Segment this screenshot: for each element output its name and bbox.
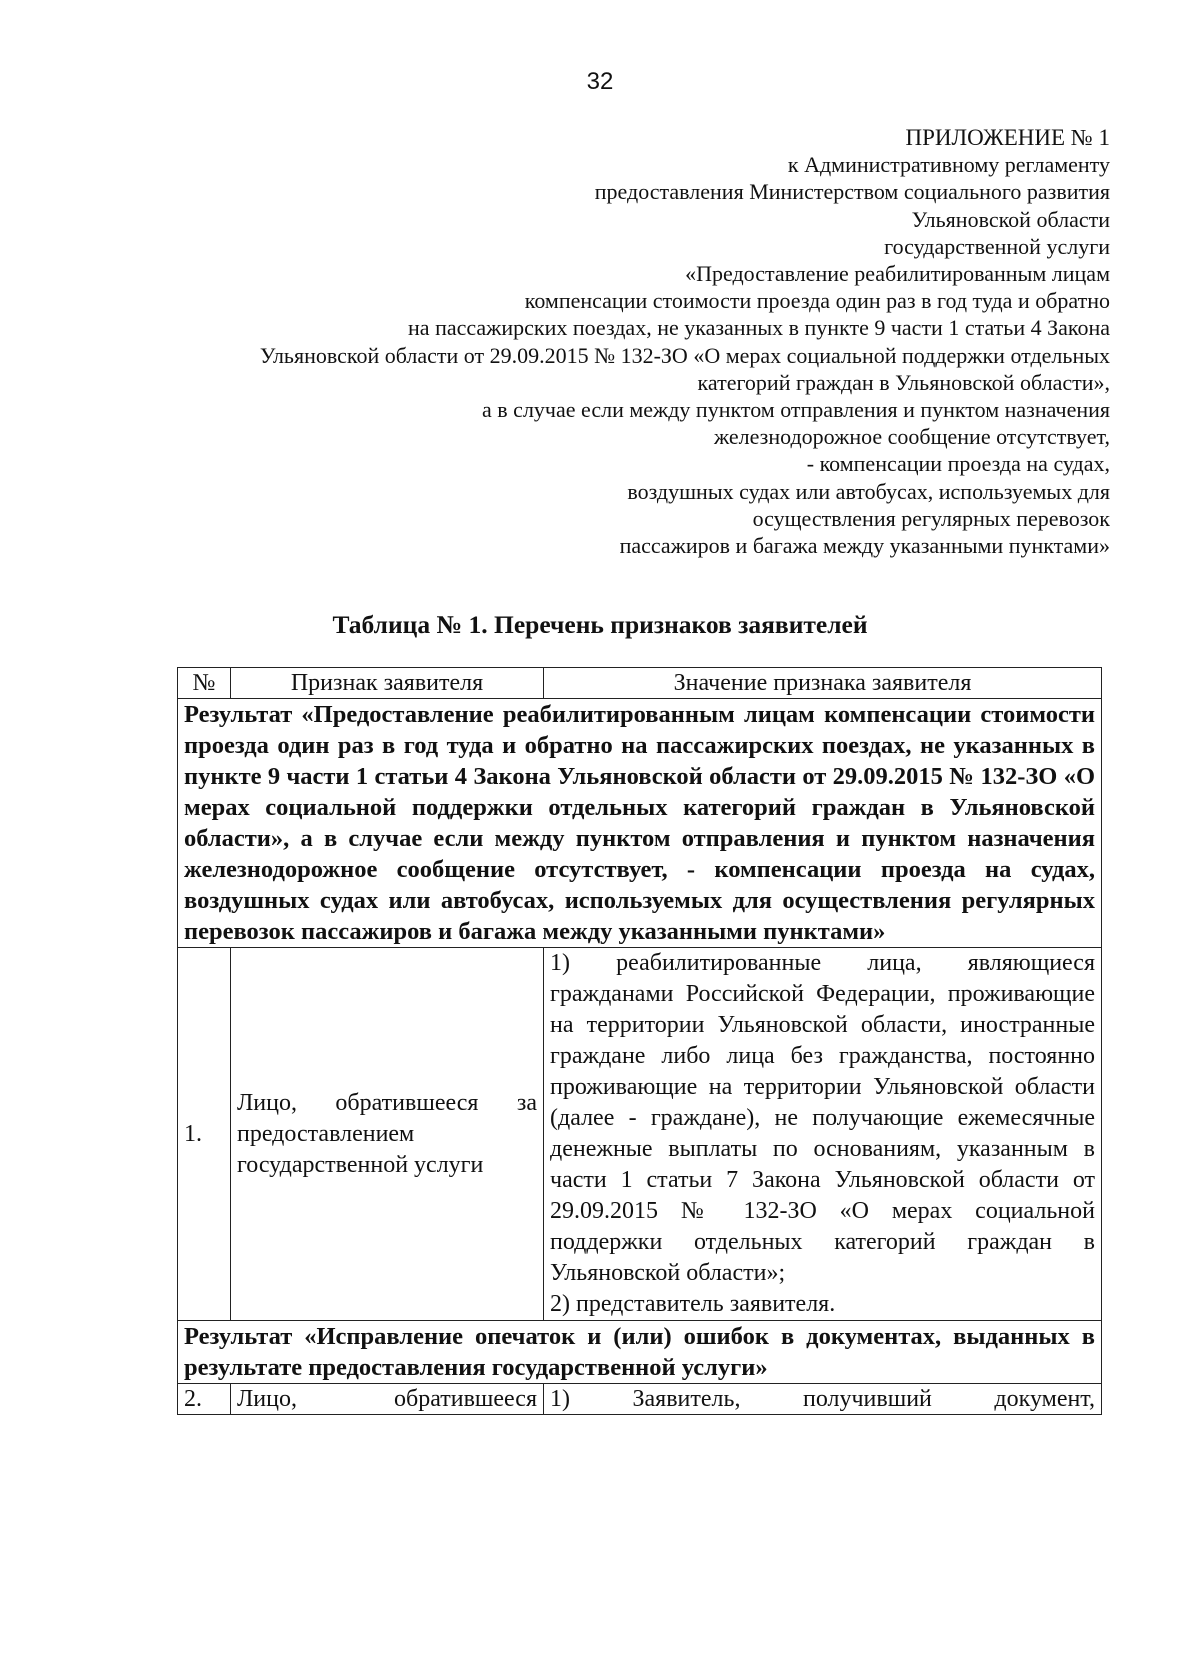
appendix-heading: ПРИЛОЖЕНИЕ № 1: [905, 125, 1110, 150]
row-number: 1.: [178, 948, 231, 1321]
appendix-line: осуществления регулярных перевозок: [752, 505, 1110, 531]
applicant-features-table: [177, 667, 1102, 1415]
table-row: [178, 948, 1102, 1321]
result-2-text: Результат «Исправление опечаток и (или) ошибок в документах, выданных в результате предоставления государственной услуги»: [178, 1321, 1102, 1384]
row-feature: Лицо, обратившееся: [231, 1384, 544, 1415]
row-value-item: 2) представитель заявителя.: [550, 1291, 836, 1317]
appendix-line: категорий граждан в Ульяновской области»,: [697, 369, 1110, 395]
row-value: [544, 948, 1102, 1321]
appendix-line: Ульяновской области от 29.09.2015 № 132-ЗО «О мерах социальной поддержки отдельных: [259, 342, 1110, 368]
table-row: [178, 1384, 1102, 1415]
result-row: [178, 1321, 1102, 1384]
appendix-line: а в случае если между пунктом отправления и пунктом назначения: [482, 397, 1110, 423]
appendix-line: воздушных судах или автобусах, используемых для: [627, 478, 1110, 504]
appendix-line: компенсации стоимости проезда один раз в год туда и обратно: [524, 288, 1110, 314]
table-header-row: [178, 668, 1102, 699]
row-value-item: 1) реабилитированные лица, являющиеся гражданами Российской Федерации, проживающие на территории Ульяновской области, иностранные граждане либо лица без гражданства, постоянно проживающие на территории Ульяновской области (далее - граждане), не получающие ежемесячные денежные выплаты по основаниям, указанным в части 1 статьи 7 Закона Ульяновской области от 29.09.2015 № 132-ЗО «О мерах социальной поддержки отдельных категорий граждан в Ульяновской области»;: [550, 950, 1095, 1286]
appendix-line: - компенсации проезда на судах,: [806, 451, 1110, 477]
row-feature: Лицо, обратившееся за предоставлением государственной услуги: [231, 948, 544, 1321]
appendix-line: «Предоставление реабилитированным лицам: [685, 261, 1110, 287]
header-feature: Признак заявителя: [231, 668, 544, 699]
header-number: №: [178, 668, 231, 699]
page-number: 32: [586, 68, 614, 95]
appendix-line: Ульяновской области: [911, 206, 1110, 232]
appendix-line: к Административному регламенту: [787, 152, 1110, 178]
appendix-line: пассажиров и багажа между указанными пунктами»: [619, 533, 1110, 559]
table-title: Таблица № 1. Перечень признаков заявителей: [332, 610, 868, 639]
appendix-line: предоставления Министерством социального развития: [594, 179, 1110, 205]
appendix-header: [170, 124, 1110, 559]
appendix-line: железнодорожное сообщение отсутствует,: [713, 424, 1110, 450]
row-number: 2.: [178, 1384, 231, 1415]
appendix-line: государственной услуги: [884, 233, 1110, 259]
row-value: 1) Заявитель, получивший документ,: [544, 1384, 1102, 1415]
result-row: [178, 699, 1102, 948]
appendix-line: на пассажирских поездах, не указанных в пункте 9 части 1 статьи 4 Закона: [408, 315, 1110, 341]
result-1-text: Результат «Предоставление реабилитированным лицам компенсации стоимости проезда один раз в год туда и обратно на пассажирских поездах, не указанных в пункте 9 части 1 статьи 4 Закона Ульяновской области от 29.09.2015 № 132-ЗО «О мерах социальной поддержки отдельных категорий граждан в Ульяновской области», а в случае если между пунктом отправления и пунктом назначения железнодорожное сообщение отсутствует, - компенсации проезда на судах, воздушных судах или автобусах, используемых для осуществления регулярных перевозок пассажиров и багажа между указанными пунктами»: [178, 699, 1102, 948]
header-value: Значение признака заявителя: [544, 668, 1102, 699]
